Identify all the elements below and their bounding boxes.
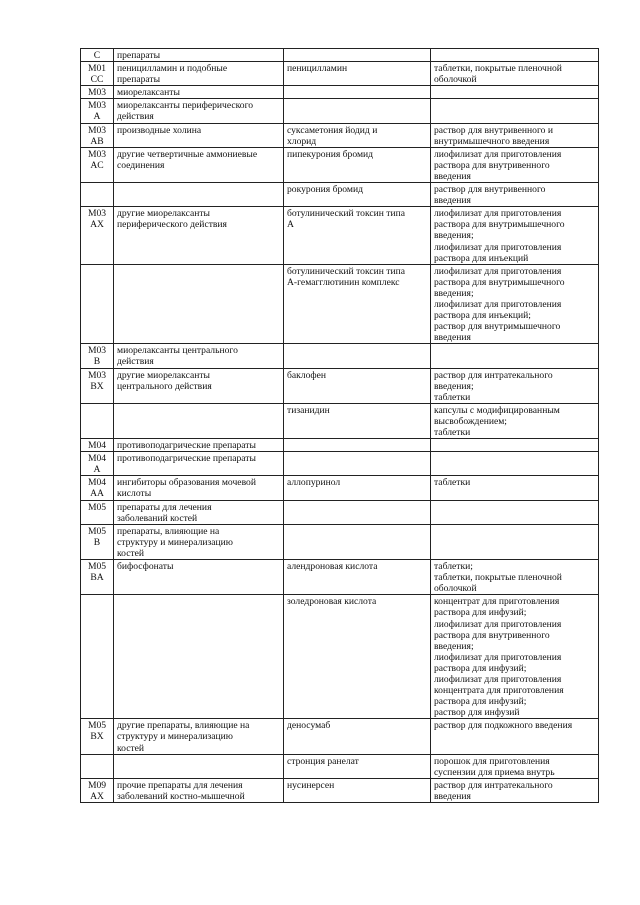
anatomical-group-cell: миорелаксанты центрального действия: [114, 344, 284, 368]
dosage-form-cell: концентрат для приготовления раствора для инфузий; лиофилизат для приготовления раствора для внутривенного введения; лиофилизат для приготовления раствора для инфузий; лиофилизат для приготовления концентрата для приготовления раствора для инфузий; раствор для инфузий: [431, 595, 599, 719]
anatomical-group-cell: [114, 595, 284, 719]
dosage-form-cell: [431, 86, 599, 99]
drug-name-cell: алендроновая кислота: [284, 560, 431, 595]
table-row: [81, 595, 599, 719]
dosage-form-cell: [431, 452, 599, 476]
drug-name-cell: [284, 49, 431, 62]
drug-name-cell: ботулинический токсин типа A-гемагглютинин комплекс: [284, 264, 431, 344]
atc-code-cell: M04 A: [81, 452, 114, 476]
anatomical-group-cell: бифосфонаты: [114, 560, 284, 595]
atc-code-cell: C: [81, 49, 114, 62]
atc-code-cell: [81, 264, 114, 344]
dosage-form-cell: [431, 99, 599, 123]
anatomical-group-cell: препараты для лечения заболеваний костей: [114, 500, 284, 524]
table-row: [81, 123, 599, 147]
table-row: [81, 778, 599, 802]
drug-name-cell: суксаметония йодид и хлорид: [284, 123, 431, 147]
table-row: [81, 147, 599, 182]
table-row: [81, 99, 599, 123]
drug-name-cell: [284, 524, 431, 559]
dosage-form-cell: порошок для приготовления суспензии для приема внутрь: [431, 754, 599, 778]
atc-code-cell: M03 AX: [81, 207, 114, 264]
atc-code-cell: [81, 754, 114, 778]
anatomical-group-cell: [114, 183, 284, 207]
table-row: [81, 183, 599, 207]
table-row: [81, 62, 599, 86]
dosage-form-cell: лиофилизат для приготовления раствора для внутривенного введения: [431, 147, 599, 182]
drug-name-cell: [284, 86, 431, 99]
medication-table-body: [81, 49, 599, 803]
dosage-form-cell: [431, 500, 599, 524]
drug-name-cell: нусинерсен: [284, 778, 431, 802]
anatomical-group-cell: ингибиторы образования мочевой кислоты: [114, 476, 284, 500]
table-row: [81, 207, 599, 264]
atc-code-cell: M04: [81, 439, 114, 452]
drug-name-cell: аллопуринол: [284, 476, 431, 500]
dosage-form-cell: раствор для внутривенного и внутримышечного введения: [431, 123, 599, 147]
anatomical-group-cell: прочие препараты для лечения заболеваний костно-мышечной: [114, 778, 284, 802]
atc-code-cell: M05 BA: [81, 560, 114, 595]
anatomical-group-cell: препараты, влияющие на структуру и минерализацию костей: [114, 524, 284, 559]
dosage-form-cell: [431, 344, 599, 368]
table-row: [81, 524, 599, 559]
table-row: [81, 264, 599, 344]
table-row: [81, 403, 599, 438]
atc-code-cell: M03: [81, 86, 114, 99]
table-row: [81, 500, 599, 524]
atc-code-cell: [81, 183, 114, 207]
anatomical-group-cell: миорелаксанты: [114, 86, 284, 99]
drug-name-cell: пеницилламин: [284, 62, 431, 86]
atc-code-cell: M03 A: [81, 99, 114, 123]
anatomical-group-cell: [114, 403, 284, 438]
dosage-form-cell: таблетки: [431, 476, 599, 500]
anatomical-group-cell: [114, 264, 284, 344]
atc-code-cell: M09 AX: [81, 778, 114, 802]
anatomical-group-cell: другие миорелаксанты периферического действия: [114, 207, 284, 264]
drug-name-cell: тизанидин: [284, 403, 431, 438]
table-row: [81, 560, 599, 595]
dosage-form-cell: лиофилизат для приготовления раствора для внутримышечного введения; лиофилизат для приготовления раствора для инъекций; раствор для внутримышечного введения: [431, 264, 599, 344]
dosage-form-cell: раствор для интратекального введения; таблетки: [431, 368, 599, 403]
drug-name-cell: стронция ранелат: [284, 754, 431, 778]
atc-code-cell: [81, 595, 114, 719]
table-row: [81, 452, 599, 476]
drug-name-cell: [284, 344, 431, 368]
drug-name-cell: ботулинический токсин типа A: [284, 207, 431, 264]
atc-code-cell: M05 BX: [81, 719, 114, 754]
drug-name-cell: [284, 99, 431, 123]
anatomical-group-cell: противоподагрические препараты: [114, 439, 284, 452]
table-row: [81, 344, 599, 368]
atc-code-cell: M03 AC: [81, 147, 114, 182]
dosage-form-cell: раствор для интратекального введения: [431, 778, 599, 802]
dosage-form-cell: [431, 439, 599, 452]
dosage-form-cell: лиофилизат для приготовления раствора для внутримышечного введения; лиофилизат для приготовления раствора для инъекций: [431, 207, 599, 264]
drug-name-cell: [284, 439, 431, 452]
medication-table: [80, 48, 599, 803]
anatomical-group-cell: [114, 754, 284, 778]
atc-code-cell: M03 BX: [81, 368, 114, 403]
anatomical-group-cell: другие четвертичные аммониевые соединения: [114, 147, 284, 182]
table-row: [81, 754, 599, 778]
anatomical-group-cell: производные холина: [114, 123, 284, 147]
atc-code-cell: [81, 403, 114, 438]
anatomical-group-cell: другие миорелаксанты центрального действия: [114, 368, 284, 403]
table-row: [81, 719, 599, 754]
anatomical-group-cell: миорелаксанты периферического действия: [114, 99, 284, 123]
table-row: [81, 439, 599, 452]
atc-code-cell: M03 B: [81, 344, 114, 368]
table-row: [81, 86, 599, 99]
dosage-form-cell: таблетки; таблетки, покрытые пленочной оболочкой: [431, 560, 599, 595]
atc-code-cell: M04 AA: [81, 476, 114, 500]
drug-name-cell: деносумаб: [284, 719, 431, 754]
atc-code-cell: M05: [81, 500, 114, 524]
drug-name-cell: золедроновая кислота: [284, 595, 431, 719]
atc-code-cell: M03 AB: [81, 123, 114, 147]
table-row: [81, 476, 599, 500]
dosage-form-cell: [431, 524, 599, 559]
drug-name-cell: баклофен: [284, 368, 431, 403]
anatomical-group-cell: противоподагрические препараты: [114, 452, 284, 476]
dosage-form-cell: раствор для внутривенного введения: [431, 183, 599, 207]
atc-code-cell: M05 B: [81, 524, 114, 559]
dosage-form-cell: таблетки, покрытые пленочной оболочкой: [431, 62, 599, 86]
anatomical-group-cell: другие препараты, влияющие на структуру и минерализацию костей: [114, 719, 284, 754]
anatomical-group-cell: пеницилламин и подобные препараты: [114, 62, 284, 86]
anatomical-group-cell: препараты: [114, 49, 284, 62]
drug-name-cell: рокурония бромид: [284, 183, 431, 207]
table-row: [81, 368, 599, 403]
table-row: [81, 49, 599, 62]
dosage-form-cell: раствор для подкожного введения: [431, 719, 599, 754]
drug-name-cell: [284, 452, 431, 476]
drug-name-cell: пипекурония бромид: [284, 147, 431, 182]
dosage-form-cell: капсулы с модифицированным высвобождением; таблетки: [431, 403, 599, 438]
drug-name-cell: [284, 500, 431, 524]
dosage-form-cell: [431, 49, 599, 62]
atc-code-cell: M01 CC: [81, 62, 114, 86]
